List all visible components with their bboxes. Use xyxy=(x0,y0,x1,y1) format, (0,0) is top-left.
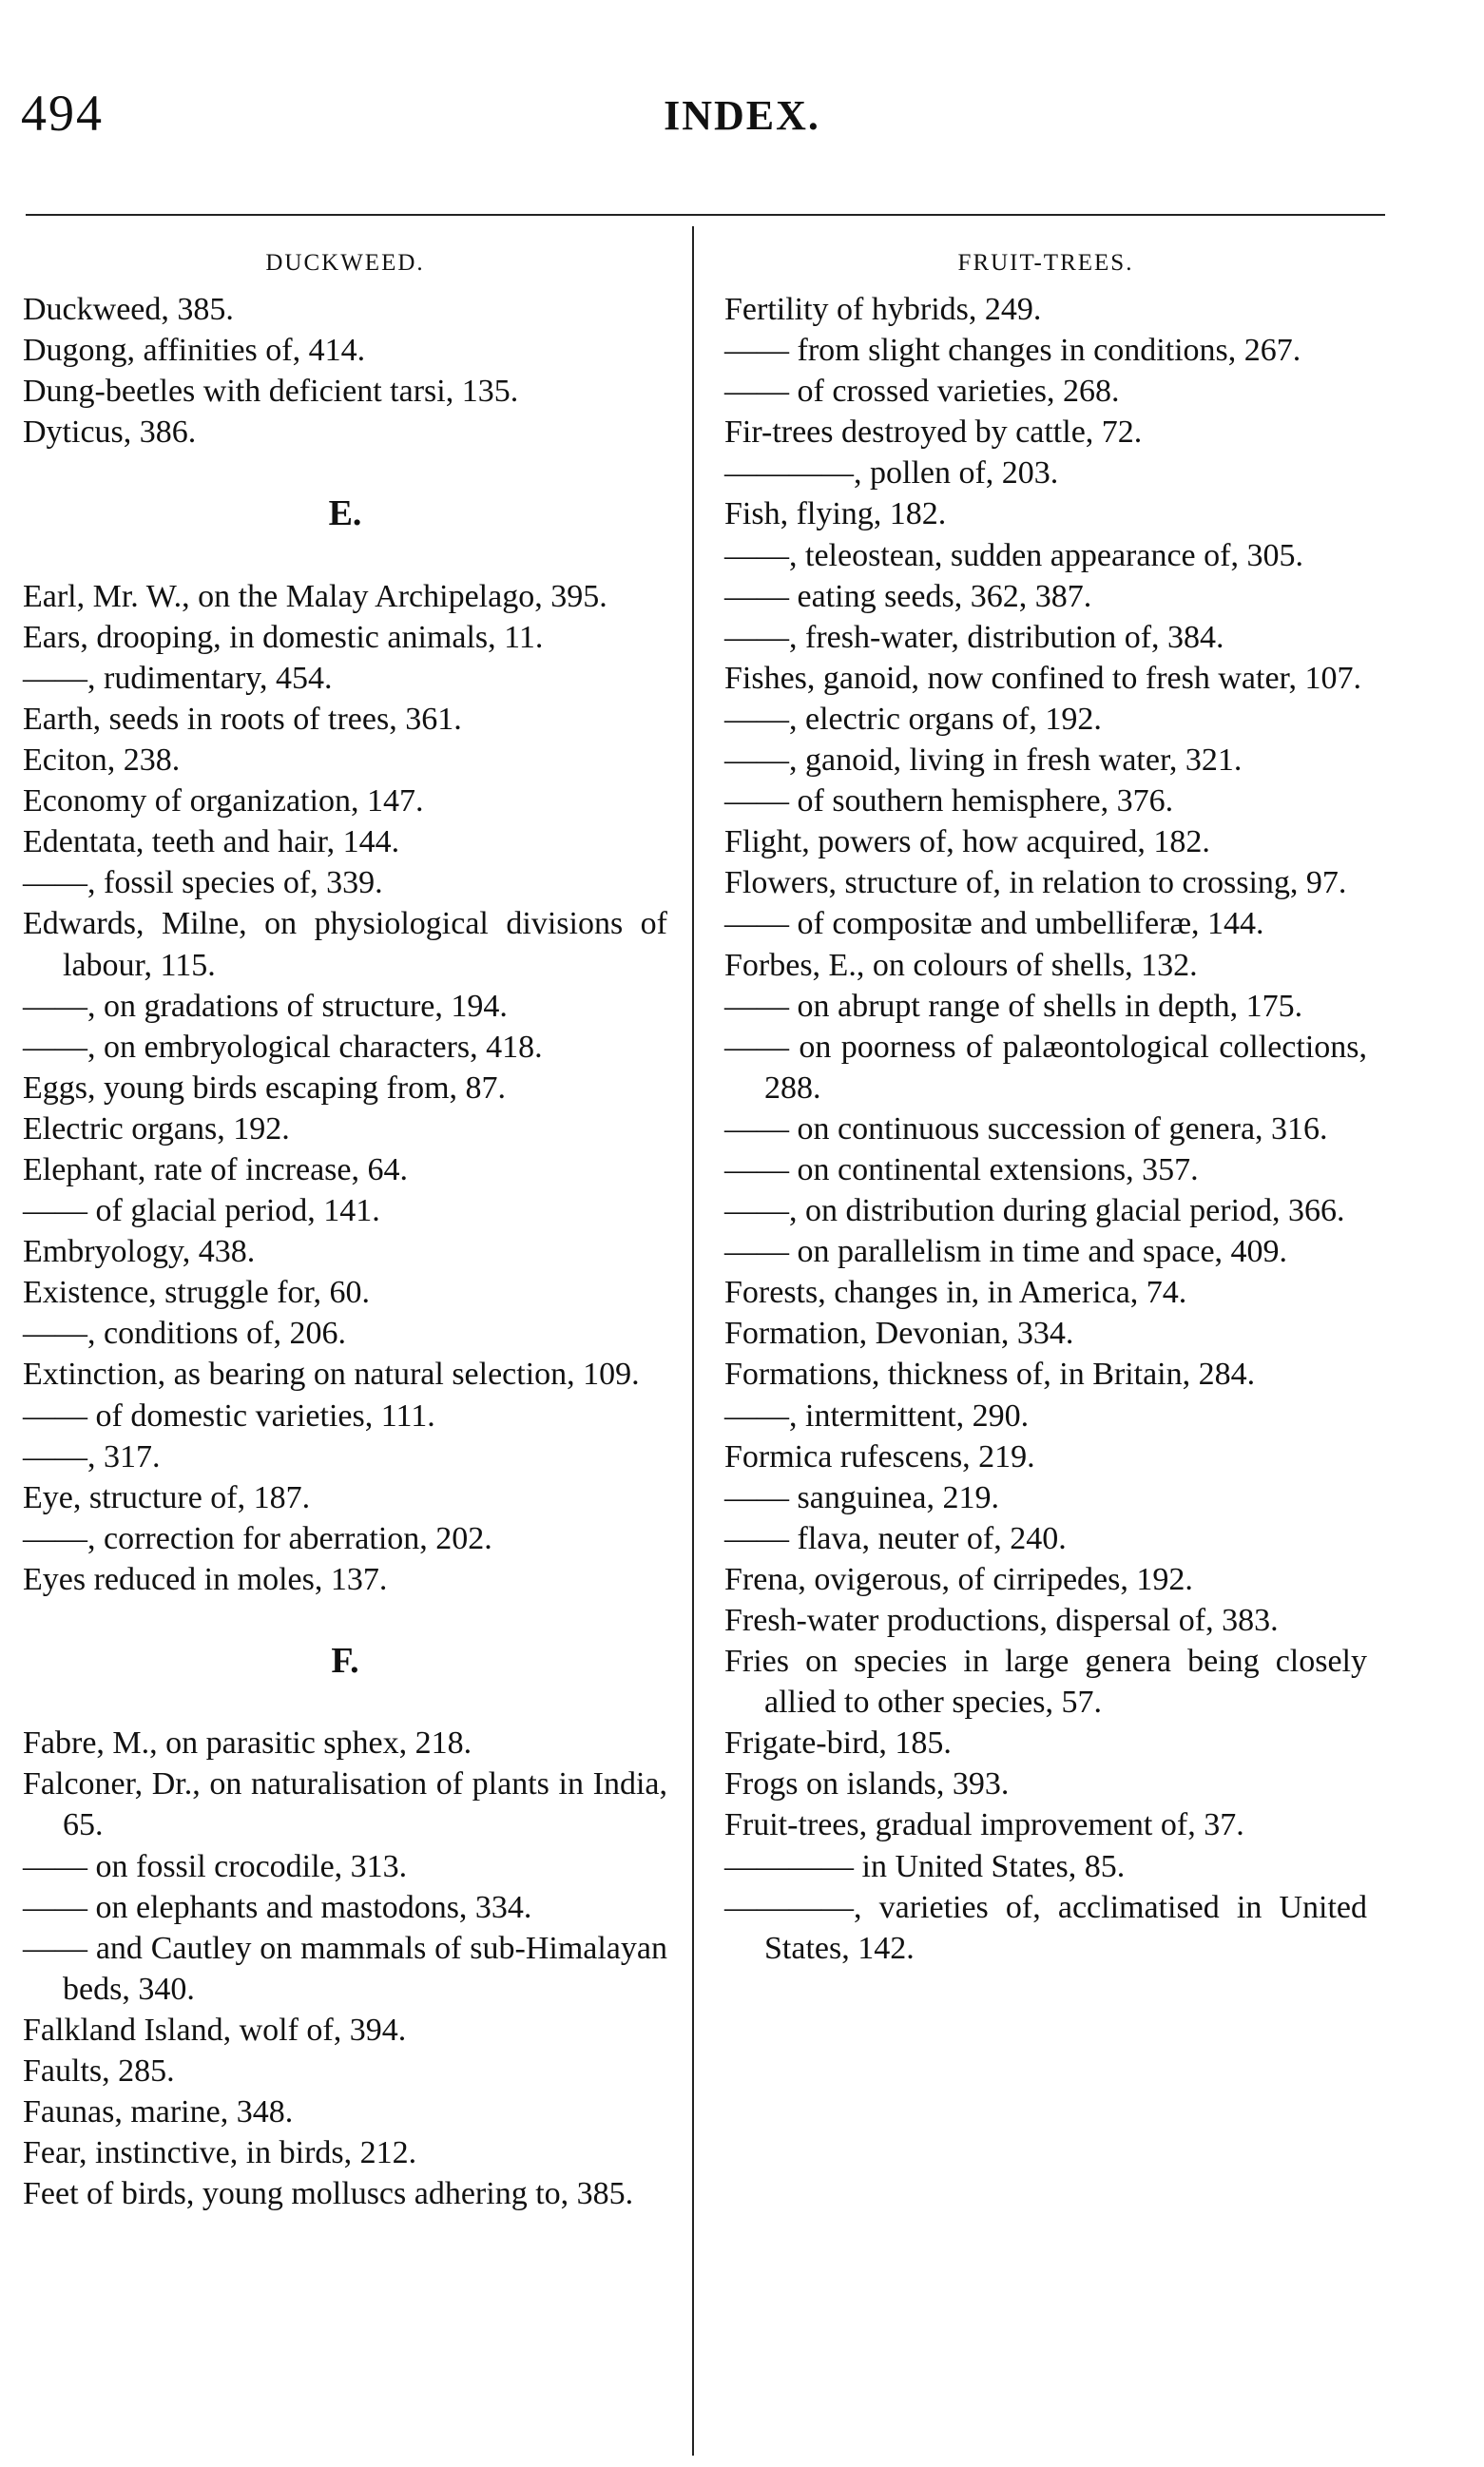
index-entry: Formica rufescens, 219. xyxy=(724,1438,1035,1474)
index-entry: Earl, Mr. W., on the Malay Archipelago, 395. xyxy=(23,578,607,614)
section-letter-e: E. xyxy=(328,493,362,534)
index-entry: —— sanguinea, 219. xyxy=(724,1479,999,1515)
index-entry: ———— in United States, 85. xyxy=(724,1848,1126,1884)
index-entry: Formation, Devonian, 334. xyxy=(724,1316,1074,1352)
index-entry: Existence, struggle for, 60. xyxy=(23,1275,370,1311)
index-entry: ——, correction for aberration, 202. xyxy=(23,1520,492,1556)
index-entry: —— of compositæ and umbelliferæ, 144. xyxy=(724,906,1264,942)
index-entry: Frogs on islands, 393. xyxy=(724,1766,1010,1802)
right-column xyxy=(724,249,1367,1969)
index-entry: ——, on distribution during glacial period, 366. xyxy=(724,1193,1345,1229)
right-column-heading: FRUIT-TREES. xyxy=(957,250,1134,276)
index-entry: ——, 317. xyxy=(23,1438,161,1474)
running-title: INDEX. xyxy=(664,92,820,139)
index-entry: —— eating seeds, 362, 387. xyxy=(724,578,1092,614)
index-entry: ——, fresh-water, distribution of, 384. xyxy=(724,619,1224,655)
index-entry: Fear, instinctive, in birds, 212. xyxy=(23,2135,417,2171)
index-entry: —— of southern hemisphere, 376. xyxy=(724,783,1174,819)
index-entry: Fruit-trees, gradual improvement of, 37. xyxy=(724,1807,1244,1843)
left-column xyxy=(23,249,667,2214)
index-entry: Forests, changes in, in America, 74. xyxy=(724,1275,1187,1311)
index-entry: Feet of birds, young molluscs adhering to, 385. xyxy=(23,2176,634,2212)
index-entry: Eyes reduced in moles, 137. xyxy=(23,1561,388,1597)
index-entry: Dung-beetles with deficient tarsi, 135. xyxy=(23,374,519,410)
index-entry: —— on continental extensions, 357. xyxy=(724,1151,1199,1187)
index-entry: Fresh-water productions, dispersal of, 383. xyxy=(724,1603,1279,1638)
index-entry: ——, teleostean, sudden appearance of, 305. xyxy=(724,537,1303,573)
index-entry: Economy of organization, 147. xyxy=(23,783,424,819)
index-entry: —— of glacial period, 141. xyxy=(23,1193,380,1229)
index-entry: Fish, flying, 182. xyxy=(724,496,947,532)
index-entry: Faunas, marine, 348. xyxy=(23,2094,294,2130)
index-entry: ——, intermittent, 290. xyxy=(724,1397,1030,1434)
header-rule xyxy=(26,214,1385,216)
entries-right-list xyxy=(724,289,1367,1969)
index-entry: Flowers, structure of, in relation to crossing, 97. xyxy=(724,865,1347,901)
index-entry: Fabre, M., on parasitic sphex, 218. xyxy=(23,1725,472,1762)
index-entry: ——, conditions of, 206. xyxy=(23,1316,346,1352)
section-letter-f: F. xyxy=(331,1641,359,1682)
index-entry: ——, fossil species of, 339. xyxy=(23,865,383,901)
index-entry: —— of domestic varieties, 111. xyxy=(23,1397,435,1434)
index-entry: Flight, powers of, how acquired, 182. xyxy=(724,824,1210,860)
index-entry: Duckweed, 385. xyxy=(23,292,234,327)
index-entry: —— on fossil crocodile, 313. xyxy=(23,1848,408,1884)
index-entry: Eye, structure of, 187. xyxy=(23,1479,311,1515)
index-entry: Falkland Island, wolf of, 394. xyxy=(23,2012,407,2048)
index-entry: Electric organs, 192. xyxy=(23,1110,290,1147)
index-entry: ————, varieties of, acclimatised in United States, 142. xyxy=(724,1889,1367,1966)
index-entry: —— from slight changes in conditions, 267. xyxy=(724,333,1301,369)
index-entry: —— on abrupt range of shells in depth, 175. xyxy=(724,988,1303,1024)
index-entry: —— on elephants and mastodons, 334. xyxy=(23,1889,532,1925)
index-entry: Forbes, E., on colours of shells, 132. xyxy=(724,947,1198,983)
index-entry: —— on poorness of palæontological collections, 288. xyxy=(724,1029,1367,1106)
left-column-heading: DUCKWEED. xyxy=(265,250,425,276)
index-entry: Formations, thickness of, in Britain, 284. xyxy=(724,1357,1256,1393)
index-entry: Earth, seeds in roots of trees, 361. xyxy=(23,701,462,737)
index-entry: Extinction, as bearing on natural selection, 109. xyxy=(23,1357,640,1393)
index-entry: Dugong, affinities of, 414. xyxy=(23,333,366,369)
index-entry: Faults, 285. xyxy=(23,2053,175,2090)
index-entry: ——, ganoid, living in fresh water, 321. xyxy=(724,742,1243,779)
index-entry: Edentata, teeth and hair, 144. xyxy=(23,824,400,860)
index-entry: Embryology, 438. xyxy=(23,1234,256,1270)
index-entry: Frigate-bird, 185. xyxy=(724,1725,952,1762)
index-entry: —— flava, neuter of, 240. xyxy=(724,1520,1067,1556)
index-entry: —— and Cautley on mammals of sub-Himalayan beds, 340. xyxy=(23,1930,667,2007)
index-entry: Fishes, ganoid, now confined to fresh water, 107. xyxy=(724,660,1362,696)
index-entry: Edwards, Milne, on physiological divisions of labour, 115. xyxy=(23,906,667,983)
entries-d-list xyxy=(23,289,667,453)
index-entry: Frena, ovigerous, of cirripedes, 192. xyxy=(724,1561,1193,1597)
index-entry: Eciton, 238. xyxy=(23,742,181,779)
index-entry: Falconer, Dr., on naturalisation of plants in India, 65. xyxy=(23,1766,667,1843)
index-entry: Eggs, young birds escaping from, 87. xyxy=(23,1070,507,1106)
index-entry: —— on parallelism in time and space, 409. xyxy=(724,1234,1288,1270)
index-entry: ——, electric organs of, 192. xyxy=(724,701,1102,737)
column-divider xyxy=(692,226,694,2456)
index-entry: Fertility of hybrids, 249. xyxy=(724,292,1042,327)
index-entry: —— on continuous succession of genera, 316. xyxy=(724,1110,1328,1147)
index-entry: —— of crossed varieties, 268. xyxy=(724,374,1120,410)
index-entry: Fir-trees destroyed by cattle, 72. xyxy=(724,414,1143,451)
index-entry: Fries on species in large genera being closely allied to other species, 57. xyxy=(724,1644,1367,1721)
index-entry: ——, rudimentary, 454. xyxy=(23,660,333,696)
page-number: 494 xyxy=(21,85,104,142)
index-entry: Dyticus, 386. xyxy=(23,414,197,451)
index-entry: ——, on embryological characters, 418. xyxy=(23,1029,543,1065)
entries-e-list xyxy=(23,576,667,1600)
entries-f-list xyxy=(23,1723,667,2214)
index-entry: Elephant, rate of increase, 64. xyxy=(23,1151,408,1187)
index-entry: Ears, drooping, in domestic animals, 11. xyxy=(23,619,544,655)
index-entry: ————, pollen of, 203. xyxy=(724,455,1059,491)
index-entry: ——, on gradations of structure, 194. xyxy=(23,988,508,1024)
